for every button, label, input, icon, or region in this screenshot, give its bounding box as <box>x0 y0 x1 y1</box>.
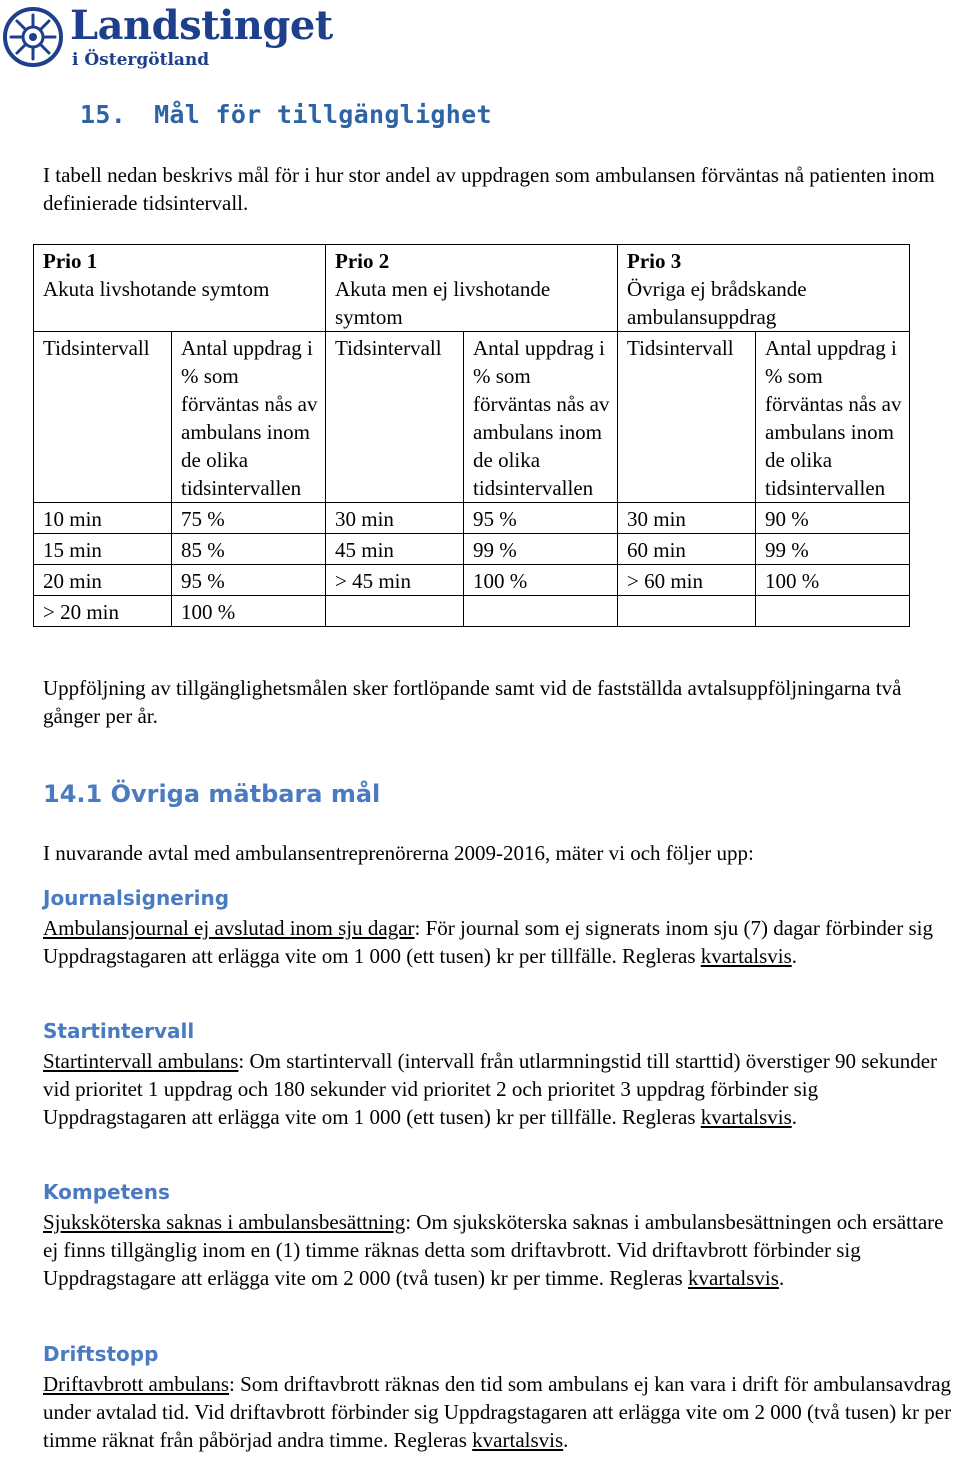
column-header: Tidsintervall <box>34 332 172 503</box>
item-text: : Om sjuksköterska saknas i ambulansbesättningen och ersättare ej finns tillgänglig inom en (1) timme räknas detta som driftavbrott. Vid driftavbrott förbinder sig Uppdragstagare att erlägga vite om 2 000 (två tusen) kr per timme. Regleras <box>43 1210 944 1290</box>
table-cell: 100 % <box>172 596 326 627</box>
section-heading: 14.1 Övriga mätbara mål <box>43 780 381 808</box>
table-group-header-row <box>34 245 910 332</box>
table-cell: 15 min <box>34 534 172 565</box>
item-heading-driftstopp: Driftstopp <box>43 1342 159 1366</box>
item-text: : För journal som ej signerats inom sju (7) dagar förbinder sig Uppdragstagaren att erlägga vite om 1 000 (ett tusen) kr per tillfälle. Regleras <box>43 916 934 968</box>
column-header: Tidsintervall <box>326 332 464 503</box>
item-end: . <box>791 944 798 968</box>
intro-paragraph: I tabell nedan beskrivs mål för i hur stor andel av uppdragen som ambulansen förväntas nå patienten inom definierade tidsintervall. <box>43 163 935 215</box>
table-row <box>34 565 910 596</box>
table-cell: 95 % <box>464 503 618 534</box>
table-cell: > 20 min <box>34 596 172 627</box>
table-cell: 45 min <box>326 534 464 565</box>
item-lead: Startintervall ambulans <box>43 1049 239 1073</box>
column-header: Antal uppdrag i % som förväntas nås av ambulans inom de olika tidsintervallen <box>464 332 618 503</box>
table-cell <box>618 596 756 627</box>
table-cell: 20 min <box>34 565 172 596</box>
table-cell: > 60 min <box>618 565 756 596</box>
table-cell: 99 % <box>756 534 910 565</box>
column-header: Antal uppdrag i % som förväntas nås av ambulans inom de olika tidsintervallen <box>172 332 326 503</box>
heading-title: Mål för tillgänglighet <box>154 100 492 129</box>
prio-label: Prio 1 <box>43 249 98 273</box>
item-tail: kvartalsvis <box>700 1105 792 1129</box>
item-tail: kvartalsvis <box>700 944 792 968</box>
table-row <box>34 503 910 534</box>
logo-subname: i Östergötland <box>72 50 210 70</box>
table-cell: 30 min <box>326 503 464 534</box>
item-text: : Om startintervall (intervall från utlarmningstid till starttid) överstiger 90 sekunder vid prioritet 1 uppdrag och 180 sekunder vid prioritet 2 och prioritet 3 uppdrag förbinder sig Uppdragstagaren att erlägga vite om 1 000 (ett tusen) kr per tillfälle. Regleras <box>43 1049 938 1129</box>
item-heading-journalsignering: Journalsignering <box>43 886 230 910</box>
table-cell: 100 % <box>756 565 910 596</box>
page-heading <box>80 100 492 129</box>
table-cell <box>464 596 618 627</box>
item-lead: Ambulansjournal ej avslutad inom sju dagar <box>43 916 415 940</box>
item-body-driftstopp <box>43 1370 953 1454</box>
table-cell: 90 % <box>756 503 910 534</box>
table-cell: 99 % <box>464 534 618 565</box>
prio-label: Prio 3 <box>627 249 682 273</box>
item-end: . <box>563 1428 569 1452</box>
logo-emblem-icon <box>2 6 64 68</box>
item-body-kompetens <box>43 1208 953 1292</box>
organization-logo <box>0 2 333 72</box>
item-lead: Driftavbrott ambulans <box>43 1372 230 1396</box>
table-row <box>34 534 910 565</box>
item-body-startintervall <box>43 1047 953 1131</box>
table-row <box>34 596 910 627</box>
prio-description: Övriga ej brådskande ambulansuppdrag <box>627 277 807 329</box>
prio-description: Akuta men ej livshotande symtom <box>335 277 551 329</box>
table-cell <box>326 596 464 627</box>
item-heading-startintervall: Startintervall <box>43 1019 195 1043</box>
table-cell: 85 % <box>172 534 326 565</box>
column-header: Tidsintervall <box>618 332 756 503</box>
item-end: . <box>791 1105 798 1129</box>
prio-1-header <box>34 245 326 332</box>
logo-name: Landstinget <box>70 2 333 49</box>
table-cell: 100 % <box>464 565 618 596</box>
item-tail: kvartalsvis <box>472 1428 564 1452</box>
prio-label: Prio 2 <box>335 249 390 273</box>
prio-description: Akuta livshotande symtom <box>43 277 270 301</box>
item-end: . <box>778 1266 785 1290</box>
item-body-journalsignering <box>43 914 953 970</box>
heading-number: 15. <box>80 100 127 129</box>
table-cell: 30 min <box>618 503 756 534</box>
accessibility-goals-table <box>33 244 910 627</box>
table-cell: 60 min <box>618 534 756 565</box>
item-text: : Som driftavbrott räknas den tid som ambulans ej kan vara i drift för ambulansavdrag under avtalad tid. Vid driftavbrott förbinder sig Uppdragstagaren att erlägga vite om 2 000 (två tusen) kr per timme räknat från påbörjad andra timme. Regleras <box>43 1372 952 1452</box>
table-cell: 75 % <box>172 503 326 534</box>
table-cell: > 45 min <box>326 565 464 596</box>
table-cell: 95 % <box>172 565 326 596</box>
table-column-header-row <box>34 332 910 503</box>
column-header: Antal uppdrag i % som förväntas nås av ambulans inom de olika tidsintervallen <box>756 332 910 503</box>
item-tail: kvartalsvis <box>687 1266 779 1290</box>
prio-3-header <box>618 245 910 332</box>
item-heading-kompetens: Kompetens <box>43 1180 170 1204</box>
followup-paragraph: Uppföljning av tillgänglighetsmålen sker fortlöpande samt vid de fastställda avtalsuppföljningarna två gånger per år. <box>43 676 902 728</box>
prio-2-header <box>326 245 618 332</box>
section-intro: I nuvarande avtal med ambulansentreprenörerna 2009-2016, mäter vi och följer upp: <box>43 841 754 865</box>
table-cell <box>756 596 910 627</box>
item-lead: Sjuksköterska saknas i ambulansbesättning <box>43 1210 406 1234</box>
table-cell: 10 min <box>34 503 172 534</box>
